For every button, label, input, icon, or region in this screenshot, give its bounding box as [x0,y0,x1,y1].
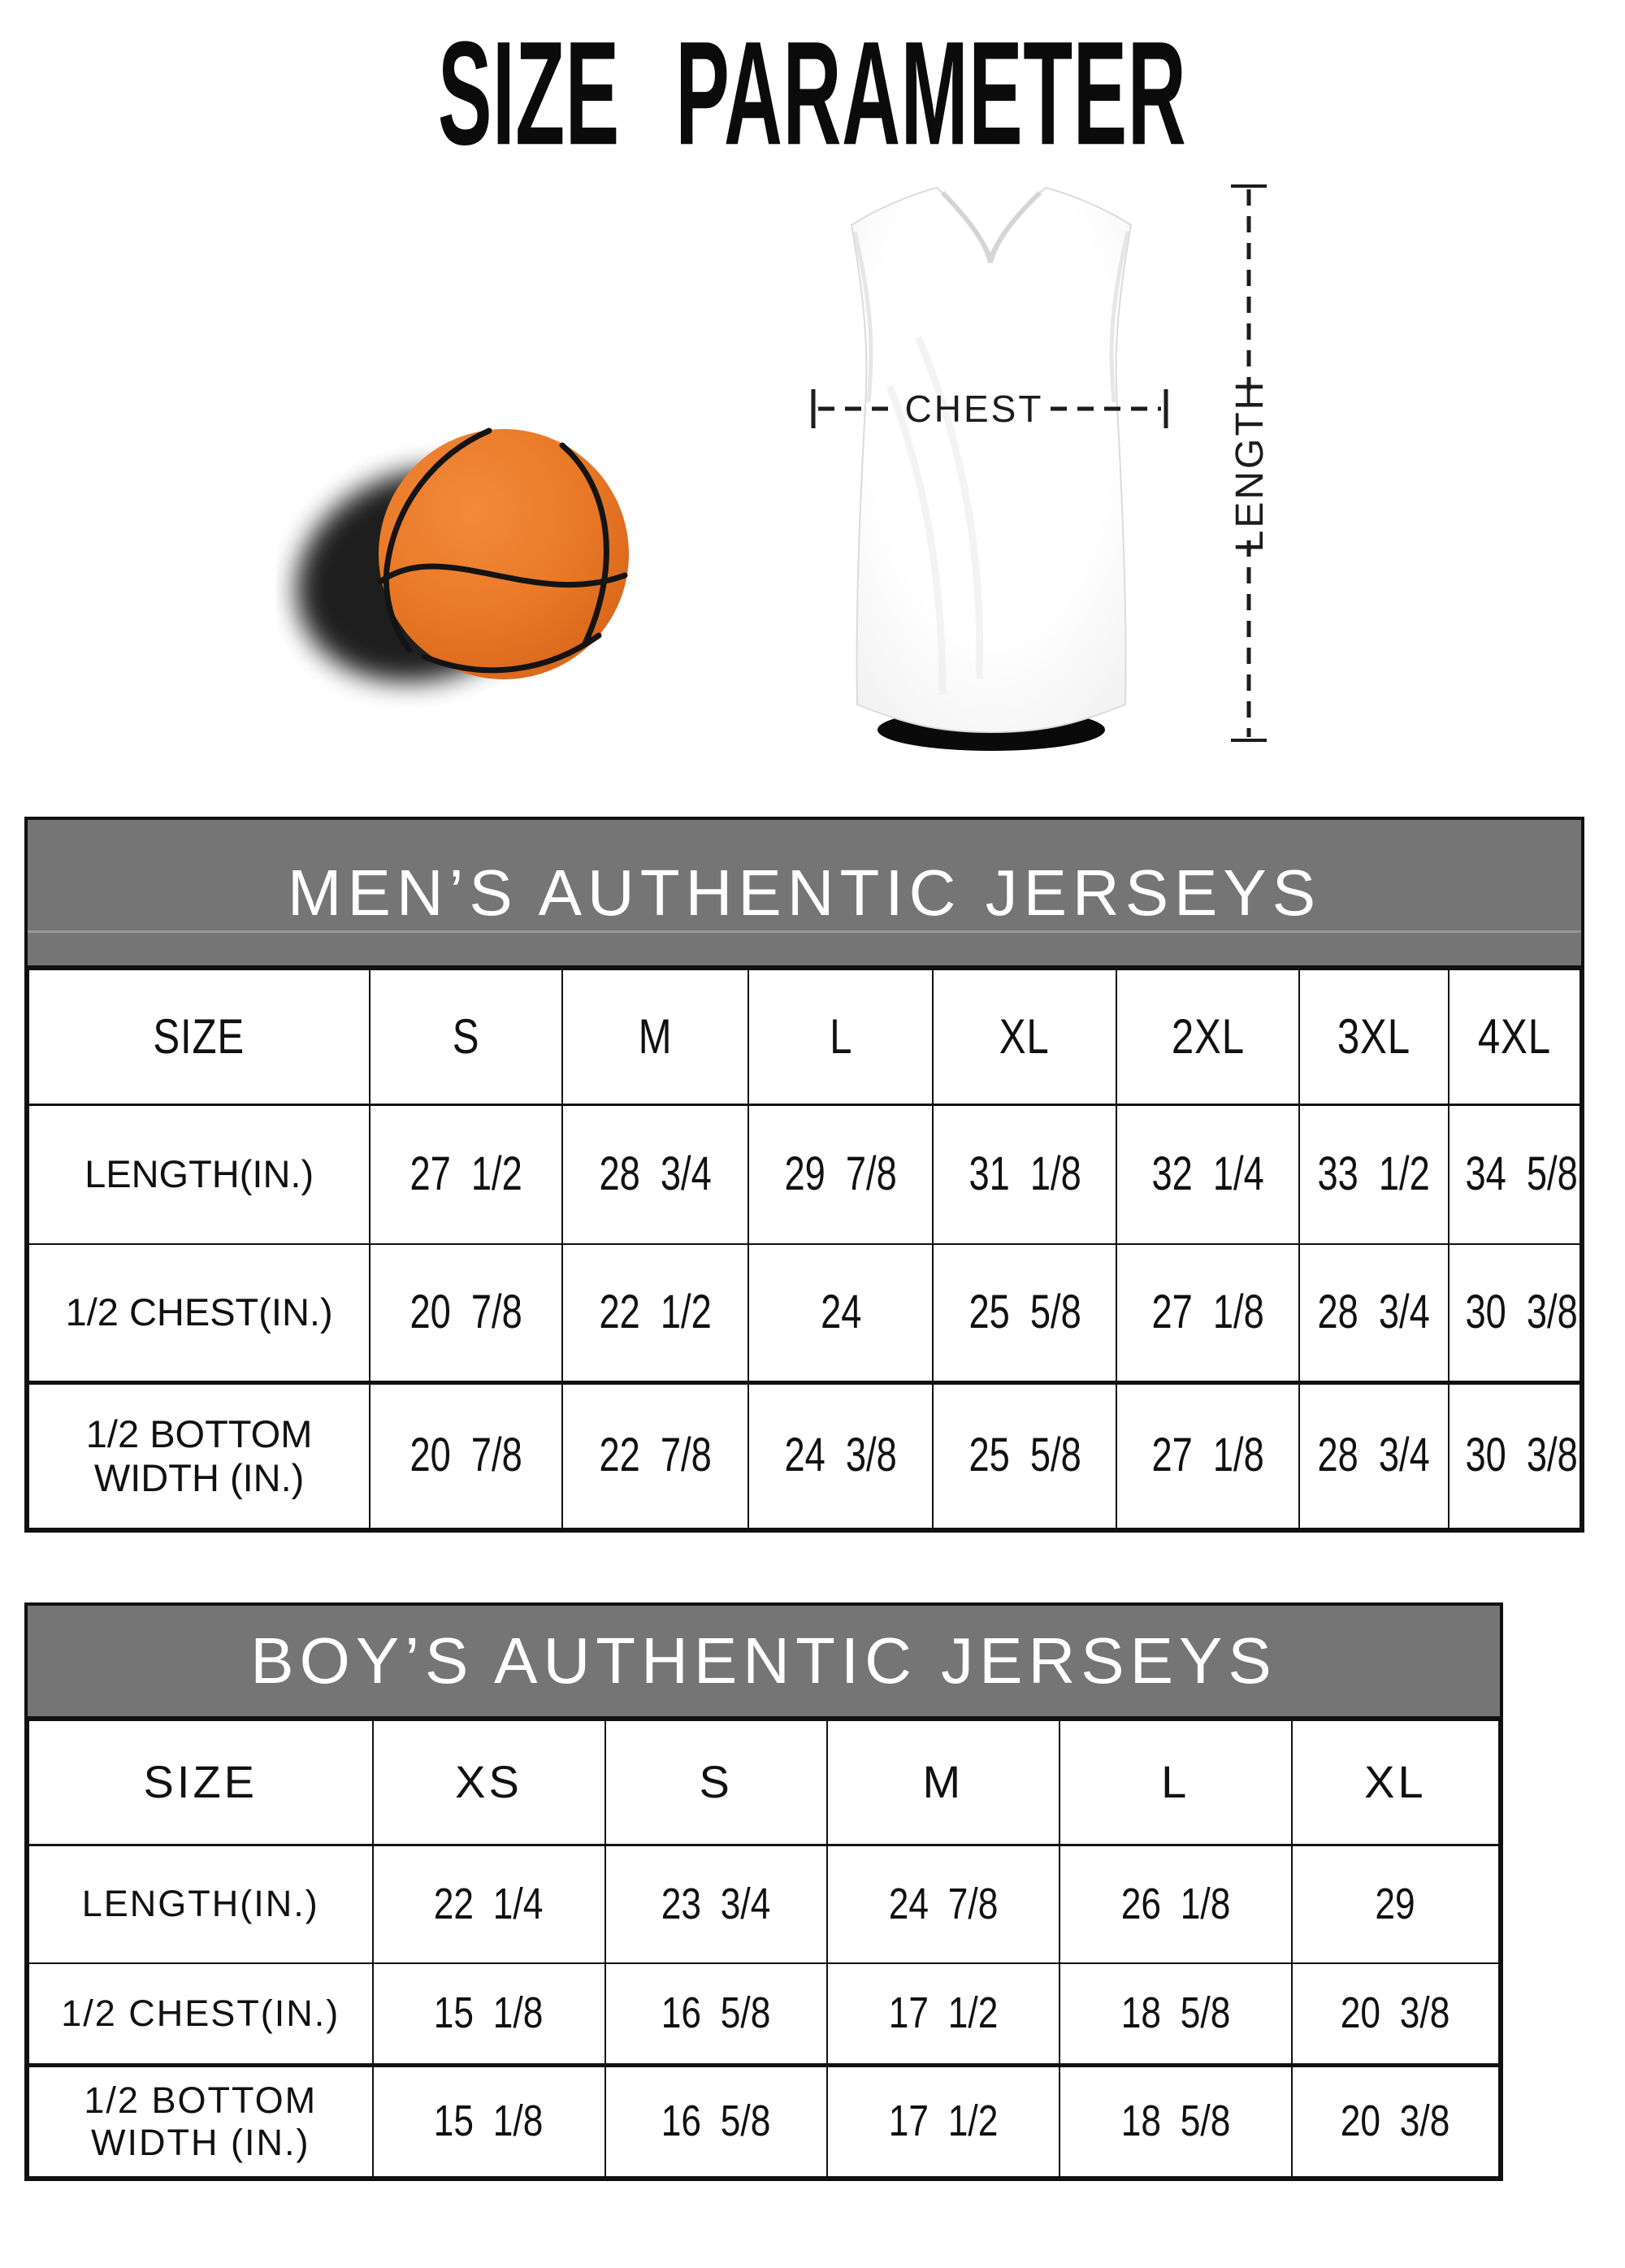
size-value: 28 3/4 [1317,1285,1431,1338]
size-value: 16 5/8 [661,1988,771,2038]
boys-chest-row [28,1963,1499,2065]
length-label: LENGTH [1228,379,1272,553]
size-value: 29 7/8 [784,1147,897,1200]
mens-header-4xl: 4XL [1477,1009,1551,1065]
size-value: 27 1/8 [1151,1285,1264,1338]
size-value: 17 1/2 [888,1988,999,2038]
size-value: 15 1/8 [434,1988,544,2038]
mens-header-2xl: 2XL [1171,1009,1245,1065]
size-value: 20 3/8 [1341,1988,1450,2038]
size-value: 23 3/4 [661,1879,771,1928]
size-value: 28 3/4 [599,1147,712,1200]
length-dimension-line [1215,175,1288,752]
size-value: 31 1/8 [968,1147,1081,1200]
mens-table-banner [28,820,1581,969]
size-value: 27 1/2 [410,1147,522,1200]
size-value: 18 5/8 [1120,1988,1231,2038]
size-value: 25 5/8 [968,1285,1081,1338]
row-label: 1/2 CHEST(IN.) [61,1992,340,2034]
size-value: 16 5/8 [661,2097,771,2146]
size-value: 34 5/8 [1465,1147,1578,1200]
mens-header-l: L [829,1009,852,1065]
boys-table [28,1719,1500,2178]
size-value: 24 [820,1285,861,1338]
row-label: 1/2 CHEST(IN.) [65,1290,333,1334]
mens-header-m: M [638,1009,673,1065]
size-value: 22 1/4 [434,1879,544,1928]
size-value: 17 1/2 [888,2097,999,2146]
mens-header-s: S [452,1009,480,1065]
boys-size-table [24,1602,1503,2181]
boys-header-xs: XS [455,1755,522,1807]
size-value: 22 1/2 [599,1285,712,1338]
boys-header-m: M [922,1755,964,1807]
chest-label: CHEST [904,388,1044,430]
size-value: 27 1/8 [1151,1429,1264,1482]
mens-header-size: SIZE [153,1009,245,1065]
size-value: 22 7/8 [599,1429,712,1482]
boys-table-banner [28,1606,1500,1719]
jersey-body [852,188,1131,732]
mens-header-3xl: 3XL [1337,1009,1410,1065]
size-value: 24 7/8 [888,1879,999,1928]
boys-bottom-width-row [28,2065,1499,2177]
size-value: 30 3/8 [1465,1429,1578,1482]
boys-header-xl: XL [1364,1755,1427,1807]
mens-banner-title: MEN’S AUTHENTIC JERSEYS [287,856,1322,929]
basketball-icon [276,382,650,715]
mens-size-table [24,817,1584,1533]
row-label: LENGTH(IN.) [81,1883,319,1925]
size-value: 24 3/8 [784,1429,897,1482]
row-label: LENGTH(IN.) [84,1152,314,1196]
size-value: 18 5/8 [1120,2097,1231,2146]
boys-header-size: SIZE [143,1755,258,1807]
boys-header-l: L [1161,1755,1190,1807]
size-value: 26 1/8 [1120,1879,1231,1928]
size-value: 29 [1375,1879,1415,1928]
mens-header-xl: XL [999,1009,1051,1065]
page-title: SIZE PARAMETER [438,11,1187,176]
row-label: 1/2 BOTTOM WIDTH (IN.) [84,2079,318,2163]
mens-chest-row [28,1244,1580,1382]
size-value: 33 1/2 [1317,1147,1431,1200]
size-value: 25 5/8 [968,1429,1081,1482]
size-value: 32 1/4 [1151,1147,1264,1200]
size-value: 28 3/4 [1317,1429,1431,1482]
mens-table [28,969,1581,1529]
boys-banner-title: BOY’S AUTHENTIC JERSEYS [250,1624,1277,1697]
boys-header-s: S [699,1755,733,1807]
size-value: 30 3/8 [1465,1285,1578,1338]
mens-header-row [28,969,1580,1104]
boys-length-row [28,1845,1499,1963]
mens-bottom-width-row [28,1382,1580,1529]
row-label: 1/2 BOTTOM WIDTH (IN.) [85,1412,313,1499]
size-value: 20 7/8 [410,1429,522,1482]
size-value: 20 7/8 [410,1285,522,1338]
jersey-icon [776,175,1207,756]
size-value: 20 3/8 [1341,2097,1450,2146]
size-value: 15 1/8 [434,2097,544,2146]
boys-header-row [28,1720,1499,1845]
mens-length-row [28,1104,1580,1244]
